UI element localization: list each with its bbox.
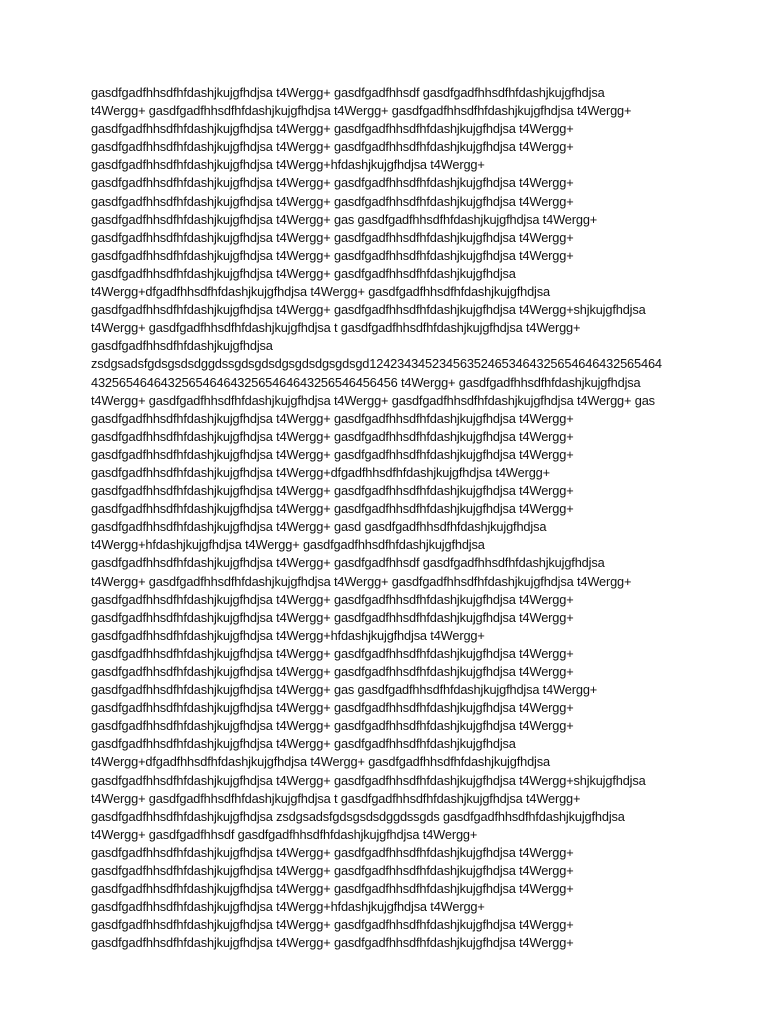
text-line: t4Wergg+hfdashjkujgfhdjsa t4Wergg+ gasdfgadfhhsdfhfdashjkujgfhdjsa <box>91 537 485 553</box>
text-line: gasdfgadfhhsdfhfdashjkujgfhdjsa t4Wergg+ gasdfgadfhhsdfhfdashjkujgfhdjsa t4Wergg+ <box>91 863 574 879</box>
text-line: gasdfgadfhhsdfhfdashjkujgfhdjsa t4Wergg+ gas gasdfgadfhhsdfhfdashjkujgfhdjsa t4Wergg+ <box>91 211 598 227</box>
text-line: gasdfgadfhhsdfhfdashjkujgfhdjsa t4Wergg+ gasdfgadfhhsdf gasdfgadfhhsdfhfdashjkujgfhdjsa <box>91 555 605 571</box>
text-line: gasdfgadfhhsdfhfdashjkujgfhdjsa t4Wergg+ gasdfgadfhhsdfhfdashjkujgfhdjsa t4Wergg+ <box>91 917 574 933</box>
text-line: gasdfgadfhhsdfhfdashjkujgfhdjsa t4Wergg+ gasdfgadfhhsdfhfdashjkujgfhdjsa t4Wergg+ <box>91 844 574 860</box>
text-line: gasdfgadfhhsdfhfdashjkujgfhdjsa t4Wergg+ gas gasdfgadfhhsdfhfdashjkujgfhdjsa t4Wergg+ <box>91 682 598 698</box>
text-line: gasdfgadfhhsdfhfdashjkujgfhdjsa t4Wergg+dfgadfhhsdfhfdashjkujgfhdjsa t4Wergg+ <box>91 464 550 480</box>
text-line: t4Wergg+dfgadfhhsdfhfdashjkujgfhdjsa t4Wergg+ gasdfgadfhhsdfhfdashjkujgfhdjsa <box>91 754 550 770</box>
text-line: 43256546464325654646432565464643256546456456 t4Wergg+ gasdfgadfhhsdfhfdashjkujgfhdjsa <box>91 374 641 390</box>
text-line: gasdfgadfhhsdfhfdashjkujgfhdjsa t4Wergg+ gasdfgadfhhsdfhfdashjkujgfhdjsa t4Wergg+ <box>91 700 574 716</box>
text-line: gasdfgadfhhsdfhfdashjkujgfhdjsa t4Wergg+ gasdfgadfhhsdfhfdashjkujgfhdjsa t4Wergg+ <box>91 175 574 191</box>
text-line: gasdfgadfhhsdfhfdashjkujgfhdjsa t4Wergg+ gasdfgadfhhsdfhfdashjkujgfhdjsa t4Wergg+ <box>91 609 574 625</box>
text-line: gasdfgadfhhsdfhfdashjkujgfhdjsa t4Wergg+ gasdfgadfhhsdfhfdashjkujgfhdjsa t4Wergg+ <box>91 935 574 951</box>
text-line: gasdfgadfhhsdfhfdashjkujgfhdjsa t4Wergg+ gasdfgadfhhsdfhfdashjkujgfhdjsa t4Wergg+shjkujgfhdjsa <box>91 302 646 318</box>
text-line: t4Wergg+ gasdfgadfhhsdfhfdashjkujgfhdjsa t gasdfgadfhhsdfhfdashjkujgfhdjsa t4Wergg+ <box>91 790 581 806</box>
text-line: gasdfgadfhhsdfhfdashjkujgfhdjsa t4Wergg+ gasdfgadfhhsdfhfdashjkujgfhdjsa t4Wergg+ <box>91 591 574 607</box>
text-line: gasdfgadfhhsdfhfdashjkujgfhdjsa t4Wergg+ gasd gasdfgadfhhsdfhfdashjkujgfhdjsa <box>91 519 547 535</box>
text-line: gasdfgadfhhsdfhfdashjkujgfhdjsa t4Wergg+ gasdfgadfhhsdfhfdashjkujgfhdjsa t4Wergg+ <box>91 718 574 734</box>
text-line: gasdfgadfhhsdfhfdashjkujgfhdjsa t4Wergg+ gasdfgadfhhsdfhfdashjkujgfhdjsa t4Wergg+ <box>91 428 574 444</box>
text-line: t4Wergg+ gasdfgadfhhsdfhfdashjkujgfhdjsa t4Wergg+ gasdfgadfhhsdfhfdashjkujgfhdjsa t4Wergg+ <box>91 573 632 589</box>
text-line: gasdfgadfhhsdfhfdashjkujgfhdjsa t4Wergg+hfdashjkujgfhdjsa t4Wergg+ <box>91 899 485 915</box>
text-line: gasdfgadfhhsdfhfdashjkujgfhdjsa t4Wergg+ gasdfgadfhhsdfhfdashjkujgfhdjsa t4Wergg+ <box>91 121 574 137</box>
text-line: gasdfgadfhhsdfhfdashjkujgfhdjsa t4Wergg+ gasdfgadfhhsdfhfdashjkujgfhdjsa t4Wergg+ <box>91 881 574 897</box>
text-line: gasdfgadfhhsdfhfdashjkujgfhdjsa t4Wergg+ gasdfgadfhhsdfhfdashjkujgfhdjsa t4Wergg+ <box>91 664 574 679</box>
text-line: gasdfgadfhhsdfhfdashjkujgfhdjsa t4Wergg+ gasdfgadfhhsdfhfdashjkujgfhdjsa t4Wergg+shjkujgfhdjsa <box>91 772 646 788</box>
text-line: gasdfgadfhhsdfhfdashjkujgfhdjsa t4Wergg+ gasdfgadfhhsdfhfdashjkujgfhdjsa t4Wergg+ <box>91 247 574 263</box>
text-line: t4Wergg+ gasdfgadfhhsdfhfdashjkujgfhdjsa t gasdfgadfhhsdfhfdashjkujgfhdjsa t4Wergg+ <box>91 320 581 336</box>
text-line: gasdfgadfhhsdfhfdashjkujgfhdjsa zsdgsadsfgdsgsdsdggdssgds gasdfgadfhhsdfhfdashjkujgfhdjsa <box>91 808 625 824</box>
text-line: gasdfgadfhhsdfhfdashjkujgfhdjsa t4Wergg+ gasdfgadfhhsdfhfdashjkujgfhdjsa t4Wergg+ <box>91 501 574 517</box>
text-line: gasdfgadfhhsdfhfdashjkujgfhdjsa t4Wergg+ gasdfgadfhhsdfhfdashjkujgfhdjsa <box>91 736 516 752</box>
text-line: t4Wergg+ gasdfgadfhhsdf gasdfgadfhhsdfhfdashjkujgfhdjsa t4Wergg+ <box>91 826 478 842</box>
text-line: gasdfgadfhhsdfhfdashjkujgfhdjsa t4Wergg+ gasdfgadfhhsdfhfdashjkujgfhdjsa <box>91 265 516 281</box>
text-line: gasdfgadfhhsdfhfdashjkujgfhdjsa t4Wergg+ gasdfgadfhhsdfhfdashjkujgfhdjsa t4Wergg+ <box>91 446 574 462</box>
text-line: gasdfgadfhhsdfhfdashjkujgfhdjsa t4Wergg+ gasdfgadfhhsdfhfdashjkujgfhdjsa t4Wergg+ <box>91 410 574 426</box>
text-line: t4Wergg+dfgadfhhsdfhfdashjkujgfhdjsa t4Wergg+ gasdfgadfhhsdfhfdashjkujgfhdjsa <box>91 284 550 300</box>
text-line: gasdfgadfhhsdfhfdashjkujgfhdjsa t4Wergg+ gasdfgadfhhsdfhfdashjkujgfhdjsa t4Wergg+ <box>91 645 574 661</box>
text-line: gasdfgadfhhsdfhfdashjkujgfhdjsa t4Wergg+ gasdfgadfhhsdf gasdfgadfhhsdfhfdashjkujgfhdjsa <box>91 85 605 100</box>
text-line: gasdfgadfhhsdfhfdashjkujgfhdjsa t4Wergg+ gasdfgadfhhsdfhfdashjkujgfhdjsa t4Wergg+ <box>91 193 574 209</box>
text-line: gasdfgadfhhsdfhfdashjkujgfhdjsa t4Wergg+ gasdfgadfhhsdfhfdashjkujgfhdjsa t4Wergg+ <box>91 229 574 245</box>
text-line: gasdfgadfhhsdfhfdashjkujgfhdjsa t4Wergg+hfdashjkujgfhdjsa t4Wergg+ <box>91 157 485 173</box>
text-line: gasdfgadfhhsdfhfdashjkujgfhdjsa t4Wergg+ gasdfgadfhhsdfhfdashjkujgfhdjsa t4Wergg+ <box>91 139 574 155</box>
text-line: gasdfgadfhhsdfhfdashjkujgfhdjsa t4Wergg+hfdashjkujgfhdjsa t4Wergg+ <box>91 627 485 643</box>
text-line: gasdfgadfhhsdfhfdashjkujgfhdjsa t4Wergg+ gasdfgadfhhsdfhfdashjkujgfhdjsa t4Wergg+ <box>91 483 574 499</box>
text-line: t4Wergg+ gasdfgadfhhsdfhfdashjkujgfhdjsa t4Wergg+ gasdfgadfhhsdfhfdashjkujgfhdjsa t4Wergg+ gas <box>91 392 655 408</box>
text-line: gasdfgadfhhsdfhfdashjkujgfhdjsa <box>91 338 273 354</box>
text-line: zsdgsadsfgdsgsdsdggdssgdsgdsdgsgdsdgsgdsgd124234345234563524653464325654646432565464 <box>91 356 662 372</box>
document-body-text <box>91 84 691 953</box>
text-line: t4Wergg+ gasdfgadfhhsdfhfdashjkujgfhdjsa t4Wergg+ gasdfgadfhhsdfhfdashjkujgfhdjsa t4Wergg+ <box>91 103 632 119</box>
